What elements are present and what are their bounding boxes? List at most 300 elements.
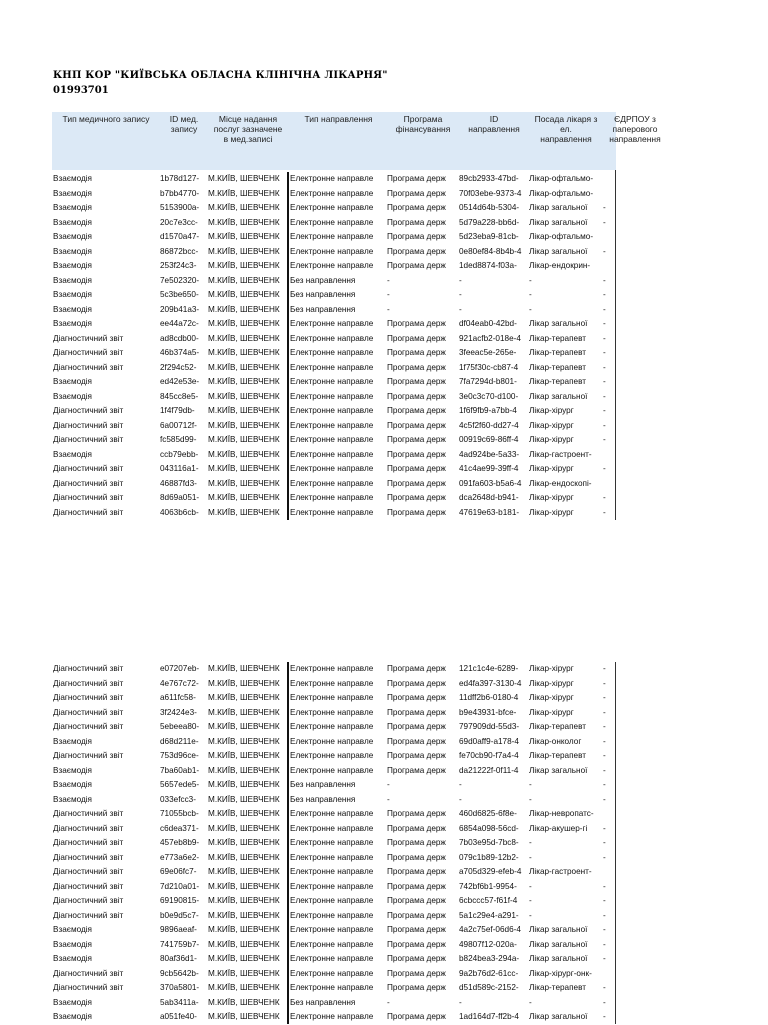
cell-funding-program: Програма держ [387,478,446,488]
col-header-referral-type: Тип направлення [304,114,373,124]
cell-record-id: e07207eb- [160,664,200,673]
col-header-service-place: Місце надання послуг зазначене в мед.записі [213,114,283,144]
cell-edrpou: - [603,319,606,328]
table-row [52,793,616,808]
table-row [52,720,616,735]
cell-record-id: 4e767c72- [160,678,199,688]
cell-record-type: Взаємодія [53,188,92,198]
cell-record-id: ad8cdb00- [160,333,199,343]
cell-funding-program: Програма держ [387,925,446,934]
cell-edrpou: - [603,722,606,731]
cell-doctor-position: Лікар загальної [529,1012,588,1021]
cell-referral-type: Електронне направле [290,1012,374,1021]
cell-doctor-position: - [529,997,532,1007]
cell-doctor-position: - [529,852,532,862]
cell-service-place: М.КИЇВ, ШЕВЧЕНК [208,174,280,183]
cell-record-id: 69190815- [160,896,200,905]
cell-record-id: b7bb4770- [160,188,200,198]
cell-record-type: Діагностичний звіт [53,707,124,717]
cell-funding-program: Програма держ [387,664,446,673]
cell-record-type: Діагностичний звіт [53,968,124,978]
cell-record-type: Взаємодія [53,1012,92,1021]
cell-funding-program: Програма держ [387,867,446,876]
cell-edrpou: - [603,678,606,688]
cell-edrpou: - [603,290,606,299]
cell-edrpou: - [603,794,606,804]
cell-edrpou: - [603,983,606,992]
cell-doctor-position: Лікар-терапевт [529,751,587,760]
table-row [52,778,616,793]
cell-referral-type: Електронне направле [290,678,374,688]
cell-referral-id: 079c1b89-12b2- [459,852,519,862]
cell-edrpou: - [603,362,606,372]
cell-record-type: Діагностичний звіт [53,867,124,876]
cell-referral-type: Електронне направле [290,983,374,992]
cell-service-place: М.КИЇВ, ШЕВЧЕНК [208,823,280,833]
cell-doctor-position: - [529,896,532,905]
cell-funding-program: Програма держ [387,348,446,357]
table-row [52,187,616,202]
cell-funding-program: Програма держ [387,809,446,818]
table-row [52,967,616,982]
cell-doctor-position: Лікар загальної [529,765,588,775]
cell-edrpou: - [603,275,606,285]
cell-doctor-position: - [529,780,532,789]
table-row [52,909,616,924]
cell-referral-id: 5d23eba9-81cb- [459,232,519,241]
cell-record-id: 253f24c3- [160,261,197,270]
cell-record-type: Взаємодія [53,736,92,746]
cell-doctor-position: Лікар-хірург [529,464,574,473]
cell-edrpou: - [603,217,606,227]
org-title: КНП КОР "КИЇВСЬКА ОБЛАСНА КЛІНІЧНА ЛІКАРНЯ" [53,70,388,81]
cell-service-place: М.КИЇВ, ШЕВЧЕНК [208,348,280,357]
table-row [52,836,616,851]
cell-record-type: Взаємодія [53,304,92,314]
cell-record-type: Діагностичний звіт [53,809,124,818]
cell-doctor-position: Лікар загальної [529,939,588,949]
cell-service-place: М.КИЇВ, ШЕВЧЕНК [208,896,280,905]
cell-referral-id: - [459,997,462,1007]
cell-doctor-position: Лікар-онколог [529,736,582,746]
table-row [52,807,616,822]
cell-service-place: М.КИЇВ, ШЕВЧЕНК [208,304,280,314]
table-row [52,332,616,347]
cell-funding-program: Програма держ [387,722,446,731]
cell-edrpou: - [603,765,606,775]
table-row [52,361,616,376]
cell-doctor-position: Лікар-невропатс- [529,809,594,818]
cell-record-type: Діагностичний звіт [53,678,124,688]
cell-record-type: Діагностичний звіт [53,838,124,847]
cell-doctor-position: Лікар-хірург [529,707,574,717]
cell-referral-type: Електронне направле [290,664,374,673]
cell-record-id: 5ab3411a- [160,997,199,1007]
cell-edrpou: - [603,464,606,473]
cell-referral-id: 0514d64b-5304- [459,203,520,212]
cell-record-id: 1f4f79db- [160,406,195,415]
cell-service-place: М.КИЇВ, ШЕВЧЕНК [208,693,280,702]
cell-record-type: Взаємодія [53,794,92,804]
table-row [52,462,616,477]
cell-referral-id: 7b03e95d-7bc8- [459,838,519,847]
cell-record-id: 7e502320- [160,275,200,285]
cell-record-type: Взаємодія [53,275,92,285]
cell-record-id: ccb79ebb- [160,449,199,459]
cell-referral-type: Електронне направле [290,449,374,459]
cell-edrpou: - [603,823,606,833]
cell-referral-type: Електронне направле [290,493,374,502]
cell-referral-id: 742bf6b1-9954- [459,881,517,891]
table-row [52,938,616,953]
cell-doctor-position: Лікар-хірург [529,507,574,517]
cell-funding-program: - [387,794,390,804]
cell-record-type: Взаємодія [53,939,92,949]
cell-service-place: М.КИЇВ, ШЕВЧЕНК [208,881,280,891]
cell-referral-type: Електронне направле [290,319,374,328]
cell-record-id: 71055bcb- [160,809,199,818]
cell-record-id: 9cb5642b- [160,968,199,978]
cell-edrpou: - [603,925,606,934]
cell-referral-id: 6854a098-56cd- [459,823,519,833]
cell-edrpou: - [603,910,606,920]
cell-referral-type: Електронне направле [290,464,374,473]
cell-record-type: Діагностичний звіт [53,478,124,488]
cell-service-place: М.КИЇВ, ШЕВЧЕНК [208,507,280,517]
cell-edrpou: - [603,1012,606,1021]
cell-record-type: Діагностичний звіт [53,348,124,357]
cell-referral-type: Електронне направле [290,722,374,731]
cell-service-place: М.КИЇВ, ШЕВЧЕНК [208,319,280,328]
cell-record-type: Взаємодія [53,290,92,299]
cell-record-type: Взаємодія [53,319,92,328]
cell-referral-id: 7fa7294d-b801- [459,377,517,386]
cell-record-id: 9896aeaf- [160,925,197,934]
cell-service-place: М.КИЇВ, ШЕВЧЕНК [208,968,280,978]
cell-referral-type: Електронне направле [290,765,374,775]
cell-referral-type: Електронне направле [290,348,374,357]
cell-record-type: Діагностичний звіт [53,333,124,343]
cell-record-type: Взаємодія [53,765,92,775]
cell-record-id: 5153900a- [160,203,200,212]
cell-edrpou: - [603,304,606,314]
table-row [52,375,616,390]
cell-referral-type: Електронне направле [290,867,374,876]
cell-funding-program: Програма держ [387,261,446,270]
table-row [52,172,616,187]
cell-edrpou: - [603,493,606,502]
cell-referral-type: Електронне направле [290,507,374,517]
cell-record-id: c6dea371- [160,823,199,833]
cell-record-type: Взаємодія [53,174,92,183]
cell-referral-type: Електронне направле [290,751,374,760]
cell-record-id: e773a6e2- [160,852,200,862]
cell-record-id: 7ba60ab1- [160,765,200,775]
cell-record-id: 5657ede5- [160,780,200,789]
cell-funding-program: Програма держ [387,406,446,415]
cell-edrpou: - [603,435,606,444]
cell-record-type: Діагностичний звіт [53,910,124,920]
cell-referral-type: Електронне направле [290,478,374,488]
cell-referral-id: 121c1c4e-6289- [459,664,519,673]
cell-funding-program: - [387,290,390,299]
cell-record-type: Взаємодія [53,780,92,789]
cell-doctor-position: Лікар-ендоскопі- [529,478,592,488]
table-row [52,981,616,996]
cell-service-place: М.КИЇВ, ШЕВЧЕНК [208,464,280,473]
cell-referral-type: Електронне направле [290,217,374,227]
cell-record-id: a051fe40- [160,1012,197,1021]
cell-doctor-position: Лікар загальної [529,203,588,212]
table-row [52,404,616,419]
cell-referral-type: Без направлення [290,290,356,299]
cell-service-place: М.КИЇВ, ШЕВЧЕНК [208,809,280,818]
cell-record-type: Діагностичний звіт [53,693,124,702]
cell-referral-type: Електронне направле [290,910,374,920]
cell-record-id: 2f294c52- [160,362,197,372]
table-row [52,433,616,448]
cell-record-id: 86872bcc- [160,246,199,256]
cell-referral-type: Електронне направле [290,420,374,430]
cell-record-type: Діагностичний звіт [53,751,124,760]
cell-referral-type: Електронне направле [290,896,374,905]
cell-service-place: М.КИЇВ, ШЕВЧЕНК [208,449,280,459]
cell-referral-id: 5a1c29e4-a291- [459,910,519,920]
cell-referral-id: - [459,304,462,314]
cell-funding-program: Програма держ [387,707,446,717]
cell-record-id: 845cc8e5- [160,391,199,401]
cell-service-place: М.КИЇВ, ШЕВЧЕНК [208,1012,280,1021]
cell-funding-program: Програма держ [387,377,446,386]
cell-referral-type: Електронне направле [290,435,374,444]
table-row [52,677,616,692]
cell-funding-program: Програма держ [387,391,446,401]
cell-referral-id: 9a2b76d2-61cc- [459,968,519,978]
cell-service-place: М.КИЇВ, ШЕВЧЕНК [208,997,280,1007]
cell-record-id: 370a5801- [160,983,200,992]
cell-record-id: 69e06fc7- [160,867,197,876]
cell-referral-type: Електронне направле [290,809,374,818]
cell-edrpou: - [603,246,606,256]
cell-funding-program: Програма держ [387,939,446,949]
cell-edrpou: - [603,736,606,746]
cell-edrpou: - [603,751,606,760]
cell-doctor-position: Лікар-хірург [529,435,574,444]
cell-edrpou: - [603,406,606,415]
cell-record-type: Взаємодія [53,377,92,386]
cell-referral-id: 5d79a228-bb6d- [459,217,520,227]
cell-referral-type: Електронне направле [290,954,374,963]
cell-service-place: М.КИЇВ, ШЕВЧЕНК [208,852,280,862]
table-row [52,506,616,521]
cell-service-place: М.КИЇВ, ШЕВЧЕНК [208,794,280,804]
cell-record-id: 033efcc3- [160,794,196,804]
col-header-referral-id: ID направлення [468,114,520,134]
cell-service-place: М.КИЇВ, ШЕВЧЕНК [208,780,280,789]
cell-referral-id: 1ad164d7-ff2b-4 [459,1012,519,1021]
cell-edrpou: - [603,852,606,862]
cell-referral-id: 69d0aff9-a178-4 [459,736,519,746]
cell-record-type: Діагностичний звіт [53,464,124,473]
cell-record-type: Взаємодія [53,954,92,963]
cell-record-id: 20c7e3cc- [160,217,198,227]
cell-referral-id: 4ad924be-5a33- [459,449,520,459]
cell-record-id: 8d69a051- [160,493,200,502]
cell-doctor-position: Лікар-терапевт [529,722,587,731]
cell-doctor-position: - [529,838,532,847]
cell-referral-id: 460d6825-6f8e- [459,809,517,818]
records-table-page-1 [52,172,616,522]
cell-referral-type: Електронне направле [290,707,374,717]
cell-edrpou: - [603,997,606,1007]
cell-service-place: М.КИЇВ, ШЕВЧЕНК [208,362,280,372]
cell-record-id: b0e9d5c7- [160,910,199,920]
cell-funding-program: Програма держ [387,246,446,256]
cell-referral-type: Електронне направле [290,391,374,401]
cell-referral-type: Електронне направле [290,188,374,198]
cell-record-type: Діагностичний звіт [53,823,124,833]
cell-doctor-position: - [529,881,532,891]
cell-referral-id: 0e80ef84-8b4b-4 [459,246,522,256]
cell-service-place: М.КИЇВ, ШЕВЧЕНК [208,707,280,717]
records-table-page-2 [52,662,616,1024]
cell-edrpou: - [603,707,606,717]
table-row [52,317,616,332]
cell-record-type: Взаємодія [53,997,92,1007]
table-row [52,1010,616,1025]
cell-record-type: Взаємодія [53,449,92,459]
table-row [52,477,616,492]
cell-record-type: Взаємодія [53,246,92,256]
table-header [52,112,661,170]
cell-doctor-position: Лікар загальної [529,954,588,963]
cell-record-type: Діагностичний звіт [53,507,124,517]
cell-record-id: 7d210a01- [160,881,200,891]
cell-referral-id: 47619e63-b181- [459,507,520,517]
cell-funding-program: - [387,780,390,789]
cell-record-type: Діагностичний звіт [53,852,124,862]
cell-referral-type: Електронне направле [290,823,374,833]
cell-service-place: М.КИЇВ, ШЕВЧЕНК [208,217,280,227]
cell-funding-program: Програма держ [387,217,446,227]
cell-referral-type: Електронне направле [290,333,374,343]
cell-edrpou: - [603,954,606,963]
cell-record-id: 46887fd3- [160,478,197,488]
cell-referral-type: Електронне направле [290,362,374,372]
cell-referral-id: 4c5f2f60-dd27-4 [459,420,519,430]
col-header-funding-program: Програма фінансування [395,114,451,134]
col-header-record-id: ID мед. запису [169,114,199,134]
cell-doctor-position: Лікар-офтальмо- [529,232,594,241]
cell-service-place: М.КИЇВ, ШЕВЧЕНК [208,478,280,488]
cell-funding-program: Програма держ [387,693,446,702]
cell-service-place: М.КИЇВ, ШЕВЧЕНК [208,275,280,285]
cell-referral-type: Електронне направле [290,736,374,746]
cell-service-place: М.КИЇВ, ШЕВЧЕНК [208,232,280,241]
col-header-doctor-position: Посада лікаря з ел. направлення [534,114,598,144]
cell-doctor-position: Лікар-терапевт [529,333,587,343]
cell-funding-program: Програма держ [387,449,446,459]
cell-record-id: 4063b6cb- [160,507,199,517]
table-row [52,749,616,764]
cell-record-id: 5ebeea80- [160,722,200,731]
cell-service-place: М.КИЇВ, ШЕВЧЕНК [208,910,280,920]
cell-referral-id: 921acfb2-018e-4 [459,333,521,343]
cell-funding-program: Програма держ [387,983,446,992]
cell-record-type: Діагностичний звіт [53,406,124,415]
table-row [52,346,616,361]
cell-edrpou: - [603,333,606,343]
cell-referral-type: Електронне направле [290,377,374,386]
table-row [52,894,616,909]
cell-referral-type: Електронне направле [290,174,374,183]
cell-record-id: fc585d99- [160,435,197,444]
cell-funding-program: Програма держ [387,1012,446,1021]
table-row [52,662,616,677]
cell-record-type: Діагностичний звіт [53,896,124,905]
cell-record-id: 3f2424e3- [160,707,197,717]
cell-funding-program: Програма держ [387,678,446,688]
cell-referral-id: 1f6f9fb9-a7bb-4 [459,406,517,415]
cell-referral-id: 3feeac5e-265e- [459,348,517,357]
cell-doctor-position: Лікар-гастроент- [529,449,592,459]
cell-funding-program: - [387,275,390,285]
table-row [52,216,616,231]
cell-edrpou: - [603,377,606,386]
cell-service-place: М.КИЇВ, ШЕВЧЕНК [208,867,280,876]
cell-service-place: М.КИЇВ, ШЕВЧЕНК [208,420,280,430]
cell-service-place: М.КИЇВ, ШЕВЧЕНК [208,751,280,760]
cell-edrpou: - [603,348,606,357]
cell-doctor-position: - [529,794,532,804]
cell-referral-id: 797909dd-55d3- [459,722,520,731]
cell-referral-type: Електронне направле [290,881,374,891]
cell-referral-id: 41c4ae99-39ff-4 [459,464,519,473]
cell-edrpou: - [603,939,606,949]
cell-funding-program: Програма держ [387,435,446,444]
cell-edrpou: - [603,693,606,702]
cell-funding-program: Програма держ [387,232,446,241]
cell-funding-program: Програма держ [387,333,446,343]
cell-service-place: М.КИЇВ, ШЕВЧЕНК [208,954,280,963]
cell-record-id: a611fc58- [160,693,196,702]
cell-referral-type: Без направлення [290,780,356,789]
cell-referral-id: da21222f-0f11-4 [459,765,519,775]
cell-doctor-position: Лікар-офтальмо- [529,174,594,183]
cell-referral-id: ed4fa397-3130-4 [459,678,522,688]
col-header-edrpou: ЄДРПОУ з паперового направлення [609,114,661,144]
cell-doctor-position: Лікар-хірург [529,406,574,415]
cell-doctor-position: Лікар загальної [529,319,588,328]
cell-referral-id: 4a2c75ef-06d6-4 [459,925,521,934]
cell-referral-type: Електронне направле [290,232,374,241]
cell-edrpou: - [603,896,606,905]
cell-edrpou: - [603,838,606,847]
cell-referral-id: 00919c69-86ff-4 [459,435,519,444]
cell-record-id: ee44a72c- [160,319,199,328]
cell-service-place: М.КИЇВ, ШЕВЧЕНК [208,261,280,270]
cell-record-id: d68d211e- [160,736,199,746]
cell-record-type: Діагностичний звіт [53,983,124,992]
cell-record-id: 043116a1- [160,464,199,473]
cell-record-id: 209b41a3- [160,304,200,314]
cell-record-type: Діагностичний звіт [53,881,124,891]
cell-record-type: Діагностичний звіт [53,664,124,673]
cell-doctor-position: Лікар загальної [529,246,588,256]
cell-referral-id: - [459,780,462,789]
cell-record-id: 80af36d1- [160,954,197,963]
cell-record-type: Діагностичний звіт [53,493,124,502]
